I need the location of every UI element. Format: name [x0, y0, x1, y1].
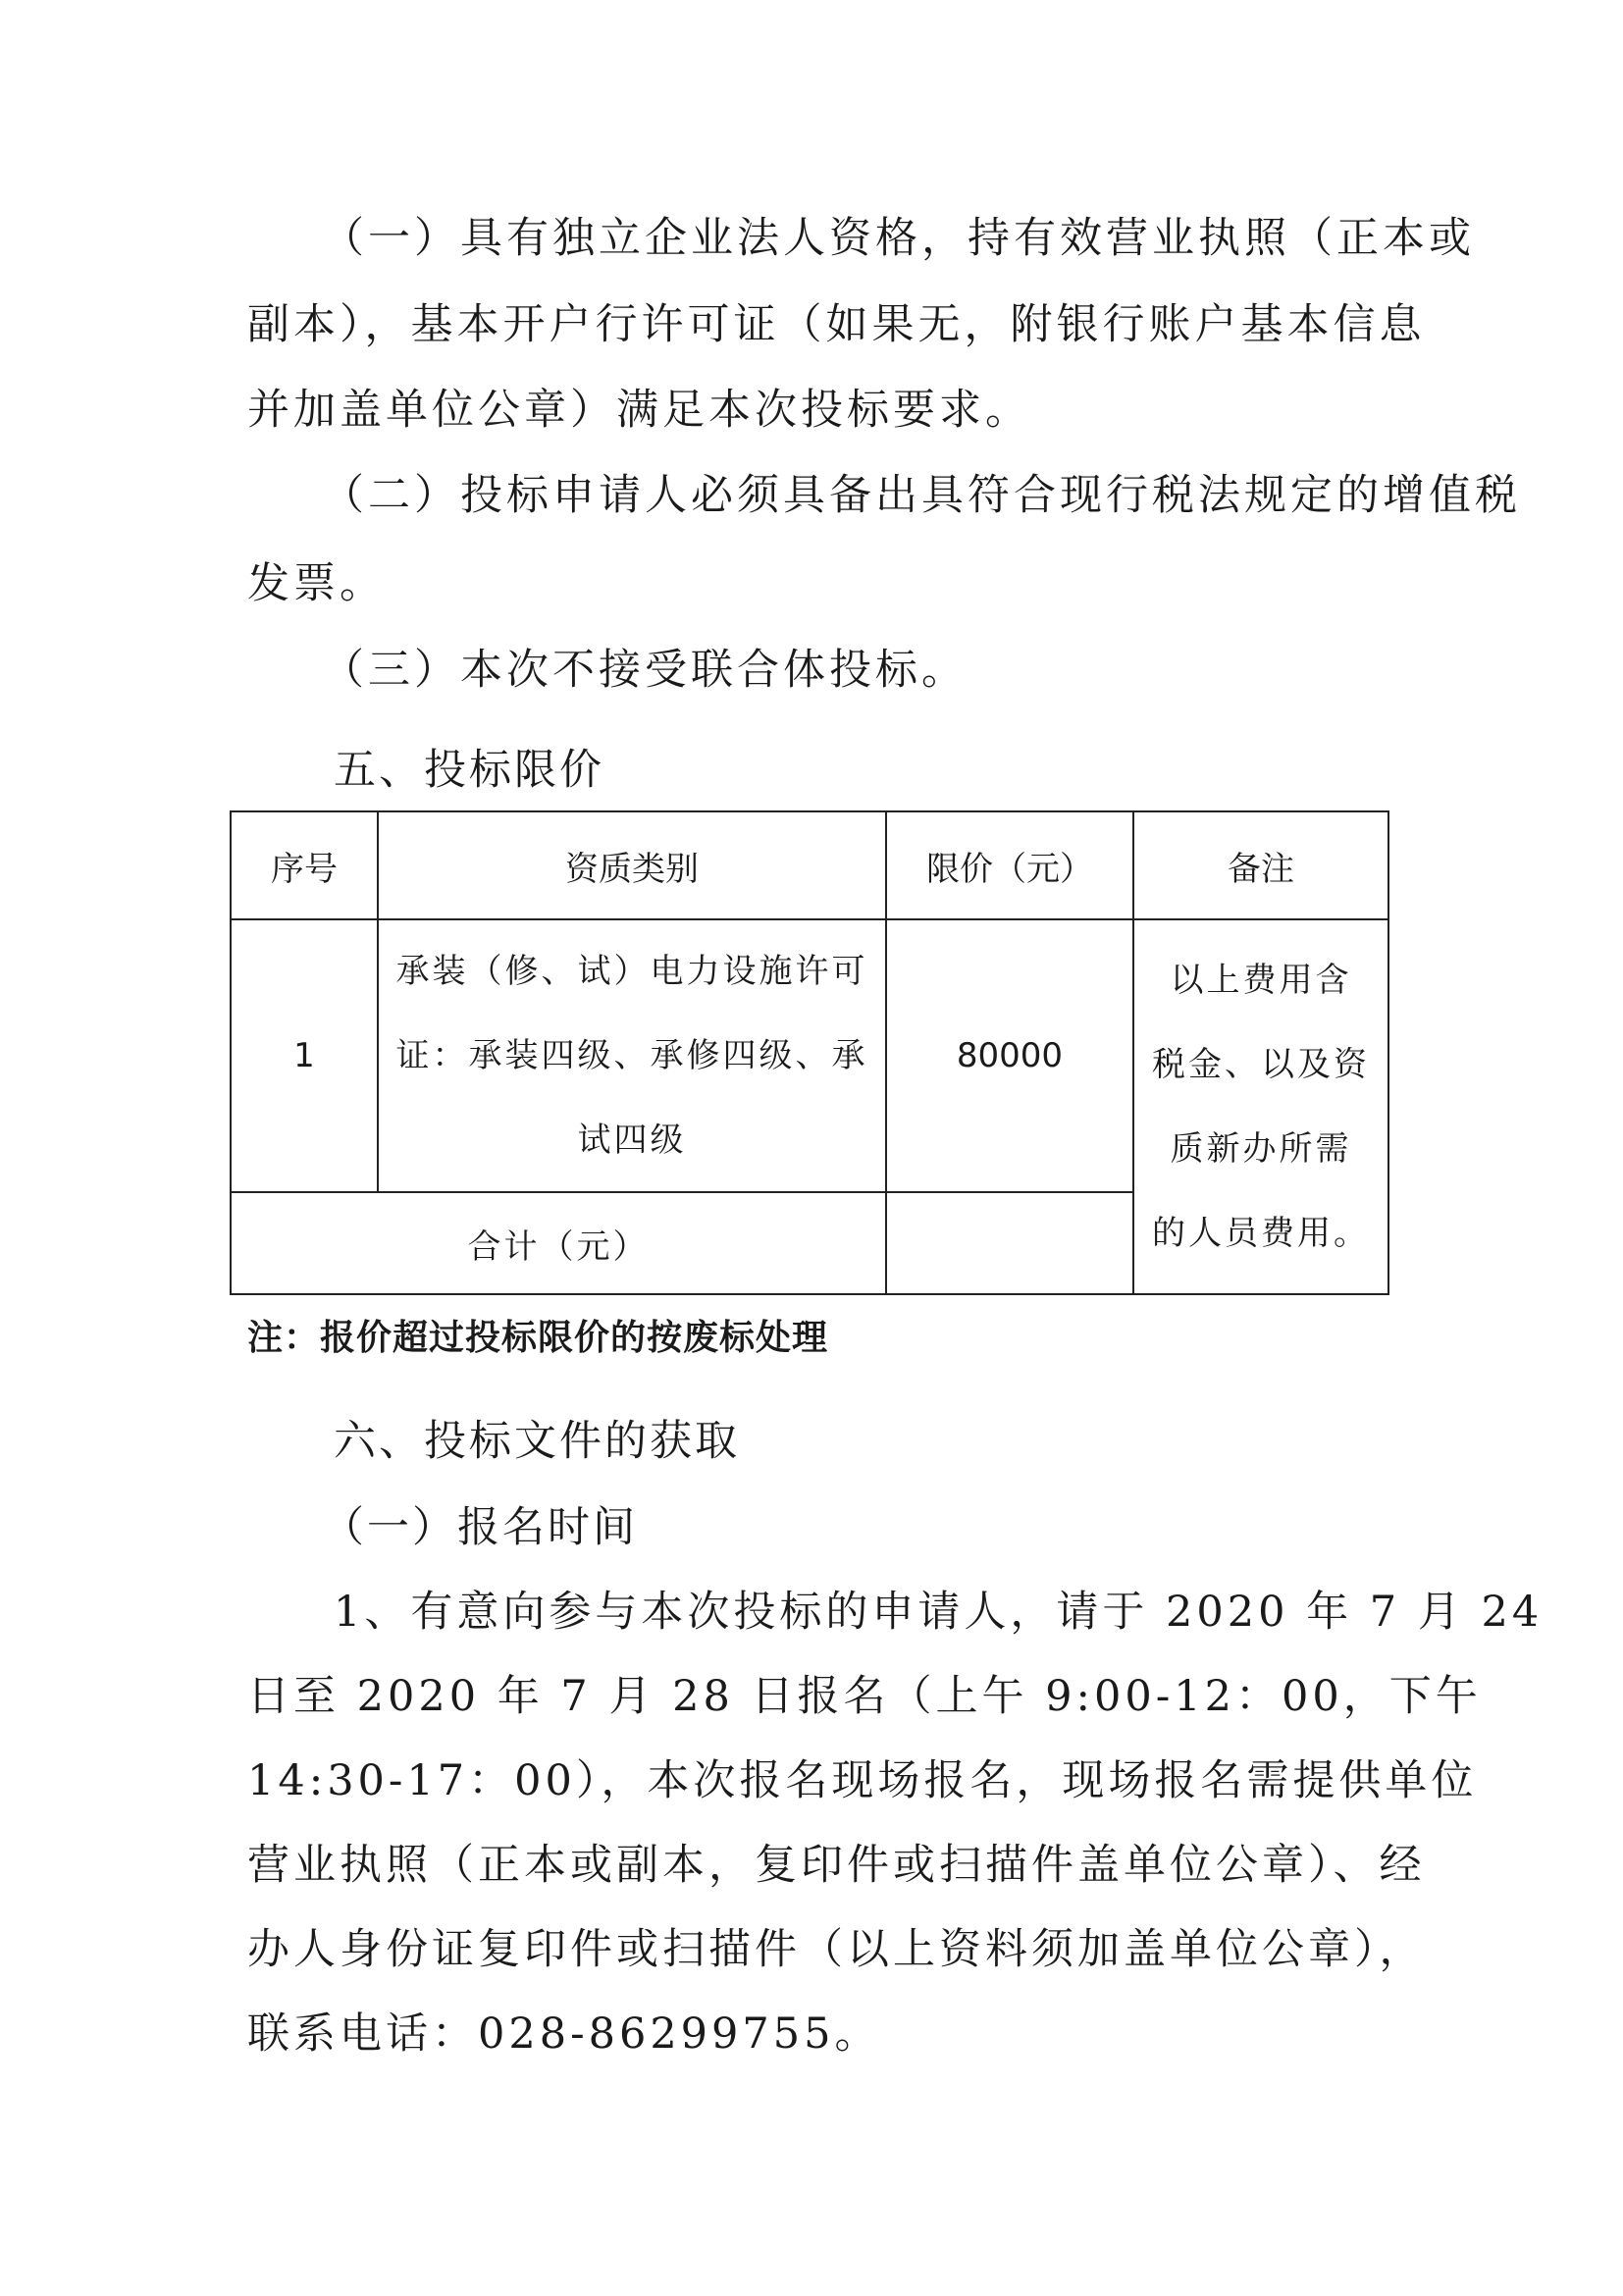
section6-para-line2: 日至 2020 年 7 月 28 日报名（上午 9:00-12：00，下午	[247, 1672, 1482, 1721]
item2-line1: （二）投标申请人必须具备出具符合现行税法规定的增值税	[322, 471, 1521, 520]
remark-line-1: 以上费用含	[1170, 961, 1352, 1000]
row-index-cell: 1	[231, 919, 378, 1192]
item1-line2: 副本），基本开户行许可证（如果无，附银行账户基本信息	[247, 300, 1426, 349]
price-note: 注：报价超过投标限价的按废标处理	[247, 1318, 829, 1358]
section6-heading: 六、投标文件的获取	[334, 1417, 740, 1466]
total-label-cell: 合计（元）	[231, 1192, 886, 1294]
section6-para-line4: 营业执照（正本或副本，复印件或扫描件盖单位公章）、经	[247, 1841, 1426, 1890]
remark-line-3: 质新办所需	[1170, 1129, 1352, 1169]
section6-para-line1: 1、有意向参与本次投标的申请人，请于 2020 年 7 月 24	[334, 1588, 1544, 1637]
item1-line1: （一）具有独立企业法人资格，持有效营业执照（正本或	[322, 214, 1475, 263]
category-line-1: 承装（修、试）电力设施许可	[395, 952, 868, 991]
row-category-cell	[378, 919, 886, 1192]
total-value-cell	[886, 1192, 1133, 1294]
item3-line1: （三）本次不接受联合体投标。	[322, 646, 968, 695]
table-row	[231, 919, 1388, 1192]
section5-heading: 五、投标限价	[334, 746, 604, 795]
header-cell-remark: 备注	[1133, 811, 1388, 919]
header-cell-price: 限价（元）	[886, 811, 1133, 919]
item2-line2: 发票。	[247, 559, 386, 608]
table-header-row	[231, 811, 1388, 919]
header-cell-category: 资质类别	[378, 811, 886, 919]
section6-para-line6: 联系电话：028-86299755。	[247, 2009, 881, 2059]
section6-para-line5: 办人身份证复印件或扫描件（以上资料须加盖单位公章），	[247, 1925, 1426, 1974]
category-line-2: 证：承装四级、承修四级、承	[395, 1036, 868, 1075]
section6-para-line3: 14:30-17：00），本次报名现场报名，现场报名需提供单位	[247, 1756, 1478, 1805]
row-price-cell: 80000	[886, 919, 1133, 1192]
remark-line-4: 的人员费用。	[1152, 1214, 1370, 1253]
remark-line-2: 税金、以及资	[1152, 1045, 1370, 1084]
section6-sub1-heading: （一）报名时间	[322, 1503, 638, 1552]
category-line-3: 试四级	[577, 1121, 687, 1160]
header-cell-index: 序号	[231, 811, 378, 919]
row-remark-cell	[1133, 919, 1388, 1294]
item1-line3: 并加盖单位公章）满足本次投标要求。	[247, 386, 1031, 435]
price-table	[230, 810, 1387, 1293]
